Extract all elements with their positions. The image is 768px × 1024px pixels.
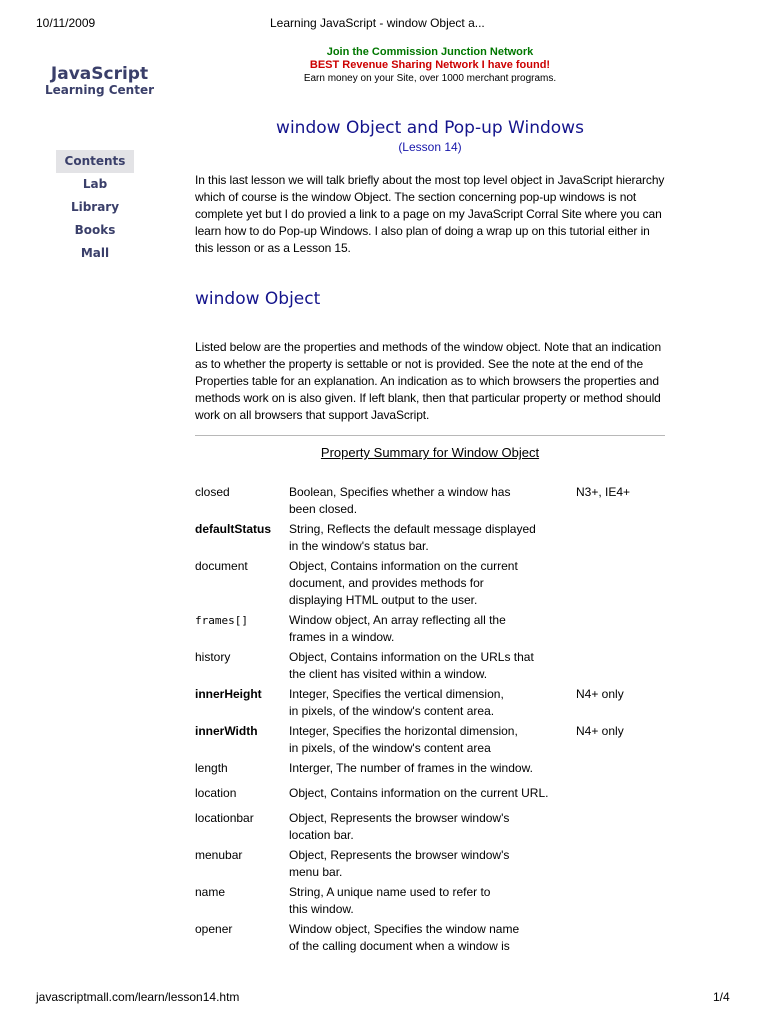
table-row [195, 558, 665, 612]
prop-desc: Object, Represents the browser window's menu bar. [289, 848, 510, 879]
prop-desc: Integer, Specifies the vertical dimension, in pixels, of the window's content area. [289, 687, 504, 718]
prop-name: locationbar [195, 811, 254, 825]
lesson-number: (Lesson 14) [398, 140, 462, 154]
nav-item-books[interactable]: Books [74, 223, 116, 237]
ad-link-line1[interactable]: Join the Commission Junction Network [326, 46, 534, 58]
sidebar-nav [56, 150, 134, 265]
table-row [195, 810, 665, 847]
prop-name: closed [195, 485, 230, 499]
prop-name: length [195, 761, 228, 775]
table-row [195, 723, 665, 760]
table-row [195, 612, 665, 649]
prop-desc: Object, Contains information on the URLs that the client has visited within a window. [289, 650, 534, 681]
prop-desc: String, Reflects the default message displayed in the window's status bar. [289, 522, 536, 553]
prop-browser: N4+ only [576, 687, 624, 701]
print-page-number: 1/4 [713, 990, 730, 1004]
prop-name: history [195, 650, 231, 664]
ad-line3: Earn money on your Site, over 1000 merchant programs. [303, 73, 557, 84]
table-row [195, 847, 665, 884]
property-table [195, 484, 665, 958]
section-title: window Object [195, 289, 321, 309]
prop-name: location [195, 786, 237, 800]
page-title: window Object and Pop-up Windows [276, 118, 584, 138]
nav-item-mall[interactable]: Mall [80, 246, 110, 260]
ad-banner[interactable] [270, 46, 590, 85]
prop-desc: Interger, The number of frames in the window. [289, 761, 533, 775]
prop-browser [574, 921, 665, 958]
prop-browser [574, 558, 665, 612]
print-page-title: Learning JavaScript - window Object a... [270, 16, 485, 30]
table-row [195, 521, 665, 558]
nav-item-library[interactable]: Library [70, 200, 120, 214]
prop-desc: Object, Contains information on the current URL. [289, 786, 549, 800]
prop-desc: String, A unique name used to refer to this window. [289, 885, 491, 916]
table-row [195, 686, 665, 723]
prop-browser [574, 521, 665, 558]
divider [195, 435, 665, 436]
print-url: javascriptmall.com/learn/lesson14.htm [36, 990, 240, 1004]
table-row [195, 921, 665, 958]
table-row [195, 760, 665, 785]
prop-name: opener [195, 922, 233, 936]
prop-browser: N4+ only [576, 724, 624, 738]
prop-desc: Window object, Specifies the window name of the calling document when a window is [289, 922, 520, 953]
prop-browser [574, 810, 665, 847]
prop-name: menubar [195, 848, 243, 862]
main-content [195, 118, 665, 958]
prop-name: defaultStatus [195, 522, 272, 536]
print-date: 10/11/2009 [36, 16, 96, 30]
prop-desc: Object, Represents the browser window's location bar. [289, 811, 510, 842]
prop-browser: N3+, IE4+ [576, 485, 631, 499]
prop-browser [574, 649, 665, 686]
logo-line1: JavaScript [50, 64, 149, 84]
prop-browser [574, 847, 665, 884]
prop-desc: Window object, An array reflecting all the frames in a window. [289, 613, 506, 644]
site-logo[interactable] [42, 66, 157, 96]
table-row [195, 785, 665, 810]
prop-name: document [195, 559, 248, 573]
prop-desc: Integer, Specifies the horizontal dimension, in pixels, of the window's content area [289, 724, 518, 755]
prop-name: frames[] [195, 614, 248, 627]
table-title: Property Summary for Window Object [320, 445, 540, 460]
prop-desc: Object, Contains information on the current document, and provides methods for displaying HTML output to the user. [289, 559, 518, 607]
nav-item-lab[interactable]: Lab [82, 177, 108, 191]
table-row [195, 884, 665, 921]
prop-name: innerWidth [195, 724, 258, 738]
section-paragraph: Listed below are the properties and methods of the window object. Note that an indication as to whether the property is settable or not is provided. See the note at the end of the Properties table for an explanation. An indication as to which browsers the properties and methods work on is also given. If left blank, then that particular property or method should work on all browsers that support JavaScript. [195, 340, 662, 422]
table-row [195, 484, 665, 521]
prop-name: innerHeight [195, 687, 262, 701]
table-row [195, 649, 665, 686]
logo-line2: Learning Center [44, 83, 155, 97]
prop-browser [574, 612, 665, 649]
nav-item-contents[interactable]: Contents [56, 150, 134, 173]
intro-paragraph: In this last lesson we will talk briefly about the most top level object in JavaScript hierarchy which of course is the window Object. The section concerning pop-up windows is not complete yet but I do provied a link to a page on my JavaScript Corral Site where you can learn how to do Pop-up Windows. I also plan of doing a wrap up on this tutorial either in this lesson or as a Lesson 15. [195, 173, 665, 255]
ad-line2: BEST Revenue Sharing Network I have found! [309, 59, 551, 71]
prop-name: name [195, 885, 226, 899]
prop-desc: Boolean, Specifies whether a window has been closed. [289, 485, 511, 516]
prop-browser [574, 884, 665, 921]
